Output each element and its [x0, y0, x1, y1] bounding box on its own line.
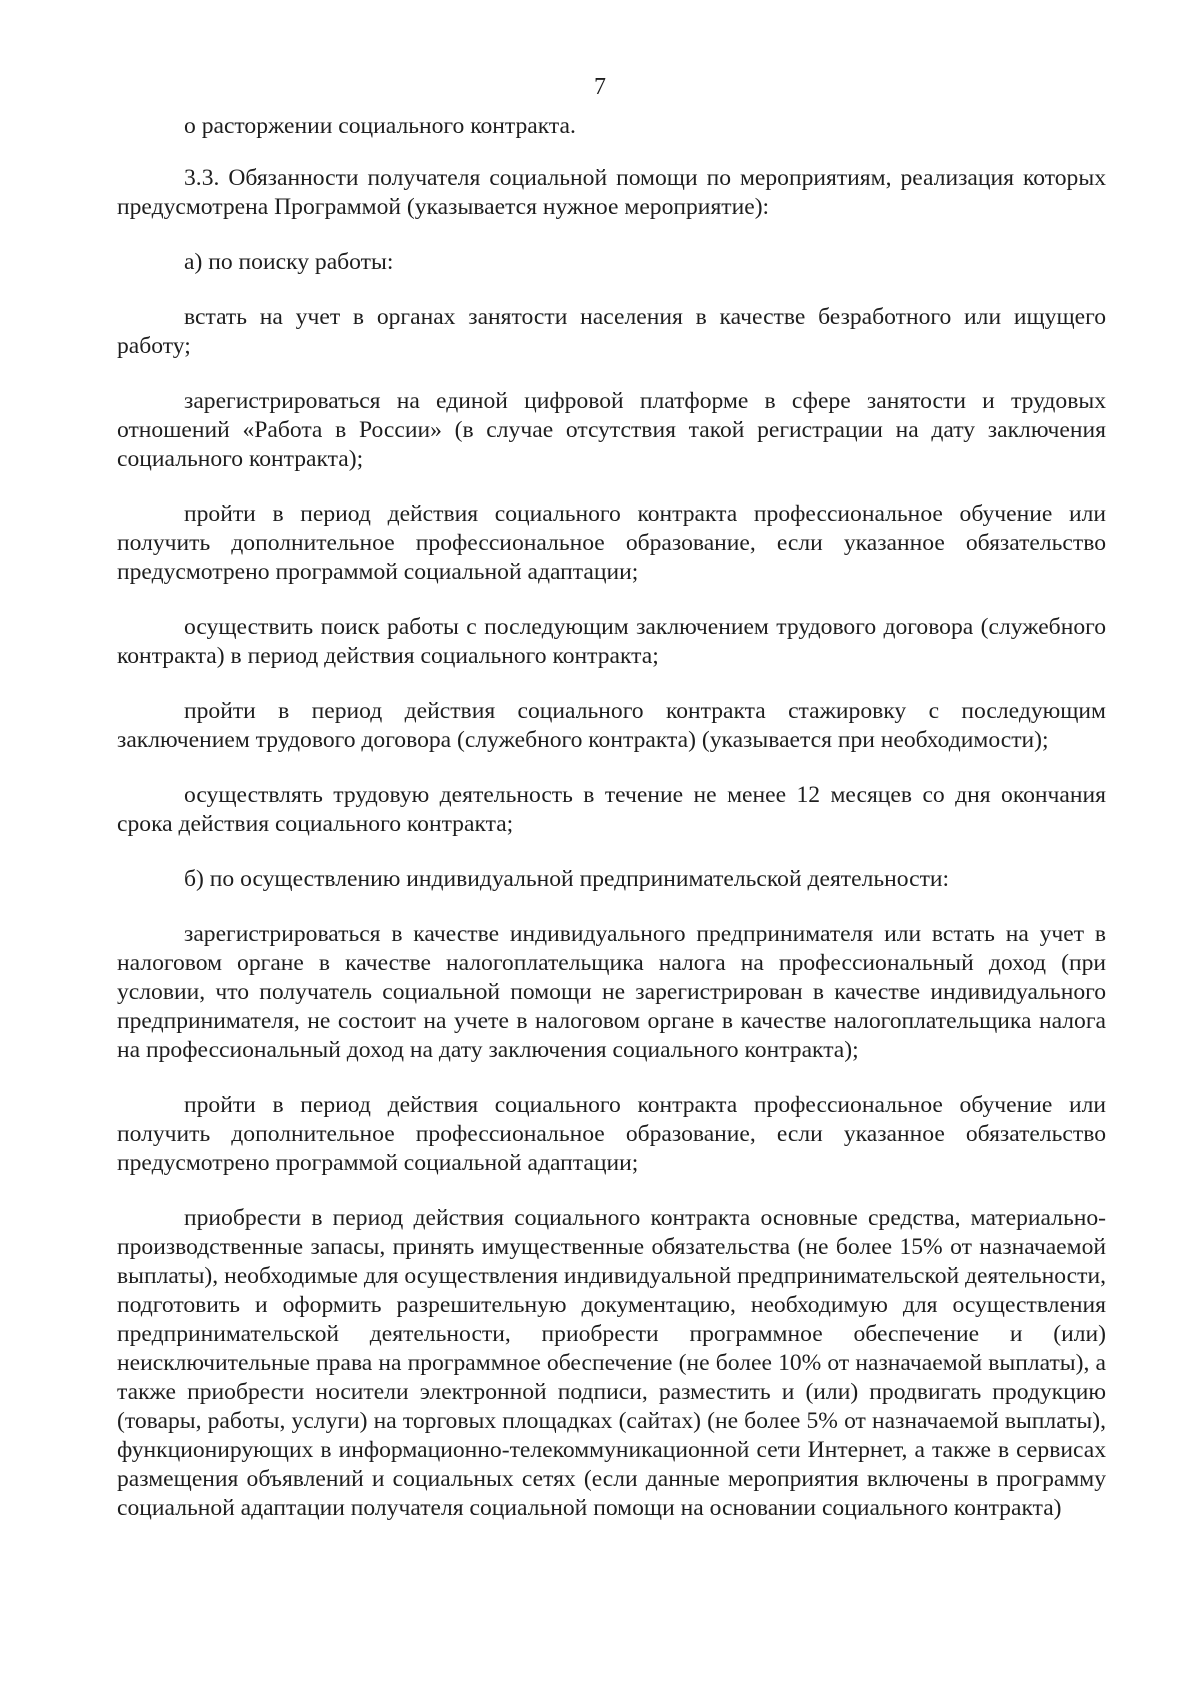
paragraph-entrepreneurship-heading: б) по осуществлению индивидуальной предпринимательской деятельности: — [184, 866, 950, 892]
paragraph-digital-platform: зарегистрироваться на единой цифровой платформе в сфере занятости и трудовых отношений «Работа в России» (в случае отсутствия такой регистрации на дату заключения социального контракта); — [117, 388, 1106, 472]
paragraph-contract-termination: о расторжении социального контракта. — [184, 113, 576, 139]
paragraph-training: пройти в период действия социального контракта профессиональное обучение или получить дополнительное профессиональное образование, если указанное обязательство предусмотрено программой социальной адаптации; — [117, 501, 1106, 585]
paragraph-acquire-assets: приобрести в период действия социального контракта основные средства, материально-производственные запасы, принять имущественные обязательства (не более 15% от назначаемой выплаты), необходимые для осуществления индивидуальной предпринимательской деятельности, подготовить и оформить разрешительную документацию, необходимую для осуществления предпринимательской деятельности, приобрести программное обеспечение и (или) неисключительные права на программное обеспечение (не более 10% от назначаемой выплаты), а также приобрести носители электронной подписи, разместить и (или) продвигать продукцию (товары, работы, услуги) на торговых площадках (сайтах) (не более 5% от назначаемой выплаты), функционирующих в информационно-телекоммуникационной сети Интернет, а также в сервисах размещения объявлений и социальных сетях (если данные мероприятия включены в программу социальной адаптации получателя социальной помощи на основании социального контракта) — [117, 1205, 1106, 1521]
paragraph-employment-registration: встать на учет в органах занятости населения в качестве безработного или ищущего работу; — [117, 304, 1106, 359]
paragraph-entrepreneur-registration: зарегистрироваться в качестве индивидуального предпринимателя или встать на учет в налоговом органе в качестве налогоплательщика налога на профессиональный доход (при условии, что получатель социальной помощи не зарегистрирован в качестве индивидуального предпринимателя, не состоит на учете в налоговом органе в качестве налогоплательщика налога на профессиональный доход на дату заключения социального контракта); — [117, 921, 1106, 1063]
document-body — [117, 112, 1106, 1523]
paragraph-entrepreneur-training: пройти в период действия социального контракта профессиональное обучение или получить дополнительное профессиональное образование, если указанное обязательство предусмотрено программой социальной адаптации; — [117, 1092, 1106, 1176]
paragraph-section-3-3: 3.3. Обязанности получателя социальной помощи по мероприятиям, реализация которых предусмотрена Программой (указывается нужное мероприятие): — [117, 165, 1106, 220]
page-number: 7 — [594, 74, 606, 100]
paragraph-internship: пройти в период действия социального контракта стажировку с последующим заключением трудового договора (служебного контракта) (указывается при необходимости); — [117, 698, 1106, 753]
paragraph-work-12-months: осуществлять трудовую деятельность в течение не менее 12 месяцев со дня окончания срока действия социального контракта; — [117, 782, 1106, 837]
paragraph-job-search: осуществить поиск работы с последующим заключением трудового договора (служебного контракта) в период действия социального контракта; — [117, 614, 1106, 669]
paragraph-job-search-heading: а) по поиску работы: — [184, 249, 394, 275]
